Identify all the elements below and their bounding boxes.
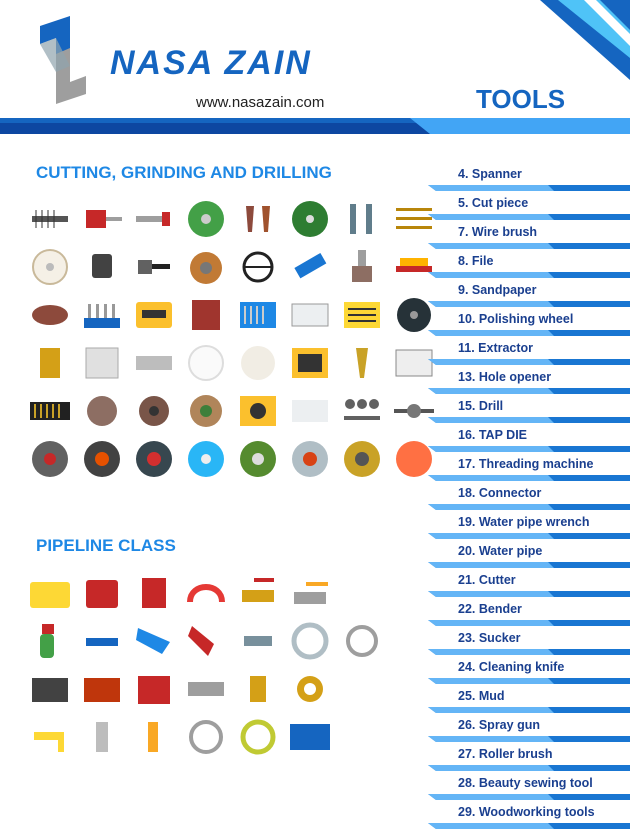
- tool-list-label: 10. Polishing wheel: [458, 312, 574, 326]
- tool-list-item: [428, 626, 630, 655]
- tool-list-item: [428, 278, 630, 307]
- tool-list-item: [428, 568, 630, 597]
- pipe-cutter-icon: [184, 572, 228, 614]
- carving-disc-icon: [80, 438, 124, 480]
- water-tap-icon: [28, 716, 72, 758]
- tool-list-item: [428, 510, 630, 539]
- tool-list-label: 15. Drill: [458, 399, 504, 413]
- flap-disc-icon: [28, 294, 72, 336]
- chrome-tap-icon: [80, 716, 124, 758]
- hose-clamp-steel-icon: [184, 716, 228, 758]
- tool-list-label: 17. Threading machine: [458, 457, 594, 471]
- tool-list-item: [428, 162, 630, 191]
- drill-bit-set-icon: [236, 294, 280, 336]
- garden-hose-icon: [236, 716, 280, 758]
- tool-list-label: 18. Connector: [458, 486, 542, 500]
- tube-cutter-icon: [236, 620, 280, 662]
- tool-list-item: [428, 597, 630, 626]
- tool-list-label: 25. Mud: [458, 689, 505, 703]
- threading-machine-icon: [28, 668, 72, 710]
- spray-bottle-icon: [28, 620, 72, 662]
- burr-set-icon: [80, 294, 124, 336]
- tool-list-label: 19. Water pipe wrench: [458, 515, 590, 529]
- diamond-core-bit-icon: [288, 246, 332, 288]
- wire-wheel-icon: [184, 390, 228, 432]
- drill-chuck-icon: [80, 246, 124, 288]
- wire-brush-icon: [28, 198, 72, 240]
- tool-list-item: [428, 365, 630, 394]
- rotary-tool-kit-icon: [132, 294, 176, 336]
- pvc-cutter-icon: [132, 620, 176, 662]
- chuck-key-icon: [132, 246, 176, 288]
- tool-list-label: 5. Cut piece: [458, 196, 529, 210]
- turbo-diamond-blade-icon: [184, 438, 228, 480]
- tool-list-label: 20. Water pipe: [458, 544, 543, 558]
- green-abrasive-disc-icon: [236, 438, 280, 480]
- tool-list-item: [428, 336, 630, 365]
- section-title-pipeline: PIPELINE CLASS: [36, 536, 176, 555]
- tool-list-label: 8. File: [458, 254, 494, 268]
- tool-list-label: 16. TAP DIE: [458, 428, 528, 442]
- abrasive-brush-icon: [80, 390, 124, 432]
- page-title: TOOLS: [476, 84, 566, 114]
- flap-wheel-icon: [132, 390, 176, 432]
- countersink-icon: [340, 198, 384, 240]
- tool-list-item: [428, 713, 630, 742]
- header-band-divider: [0, 118, 630, 134]
- tool-list-label: 11. Extractor: [458, 341, 534, 355]
- tool-list-label: 23. Sucker: [458, 631, 521, 645]
- pipeline-tools-grid: [28, 572, 384, 764]
- tool-list-item: [428, 655, 630, 684]
- tool-list-label: 29. Woodworking tools: [458, 805, 595, 819]
- die-kit-case-icon: [132, 668, 176, 710]
- hose-clamp-icon: [340, 620, 384, 662]
- tool-list-item: [428, 191, 630, 220]
- water-hose-icon: [288, 620, 332, 662]
- page-header: [0, 0, 630, 135]
- tool-list-label: 7. Wire brush: [458, 225, 538, 239]
- core-drill-icon: [28, 342, 72, 384]
- mounted-points-icon: [236, 198, 280, 240]
- tool-list: [428, 162, 630, 829]
- tool-list-item: [428, 771, 630, 800]
- diamond-burr-set-icon: [28, 390, 72, 432]
- tool-list-label: 27. Roller brush: [458, 747, 553, 761]
- wool-pad-icon: [236, 342, 280, 384]
- threading-machine-red-icon: [80, 668, 124, 710]
- spiral-connector-icon: [132, 716, 176, 758]
- hole-cutter-icon: [236, 246, 280, 288]
- end-brush-icon: [340, 246, 384, 288]
- pipe-welder-kit-icon: [28, 572, 72, 614]
- tool-list-item: [428, 249, 630, 278]
- ball-valve-icon: [288, 572, 332, 614]
- tool-list-label: 4. Spanner: [458, 167, 522, 181]
- brass-valve-icon: [236, 572, 280, 614]
- section-title-cutting: CUTTING, GRINDING AND DRILLING: [36, 163, 332, 182]
- tool-case-red-icon: [80, 572, 124, 614]
- grinding-disc-icon: [184, 198, 228, 240]
- bench-wheel-icon: [28, 246, 72, 288]
- resin-cutting-wheel-icon: [28, 438, 72, 480]
- tool-list-item: [428, 539, 630, 568]
- saw-blade-icon: [288, 438, 332, 480]
- pipe-cutter-red-icon: [184, 620, 228, 662]
- pipe-vise-icon: [132, 572, 176, 614]
- drill-bit-icon: [132, 198, 176, 240]
- file-set-icon: [288, 294, 332, 336]
- hole-saw-icon: [80, 198, 124, 240]
- tool-list-item: [428, 220, 630, 249]
- drill-case-icon: [80, 342, 124, 384]
- nasa-zain-logo-icon: [30, 12, 96, 108]
- tool-list-label: 13. Hole opener: [458, 370, 552, 384]
- screw-extractor-icon: [288, 390, 332, 432]
- tool-list-item: [428, 742, 630, 771]
- brand-name: NASA ZAIN: [110, 44, 312, 82]
- sandpaper-sheet-icon: [184, 294, 228, 336]
- tap-wrench-icon: [236, 390, 280, 432]
- tool-list-item: [428, 307, 630, 336]
- tool-list-item: [428, 423, 630, 452]
- grinding-wheel-red-icon: [132, 438, 176, 480]
- step-drill-icon: [340, 342, 384, 384]
- tool-list-bar: [428, 823, 630, 829]
- pipe-threader-icon: [80, 620, 124, 662]
- tool-list-label: 24. Cleaning knife: [458, 660, 565, 674]
- brass-fitting-icon: [236, 668, 280, 710]
- cutting-tools-grid: [28, 198, 436, 486]
- tool-list-item: [428, 452, 630, 481]
- tool-list-item: [428, 394, 630, 423]
- cup-wire-brush-icon: [184, 246, 228, 288]
- pipe-clamps-icon: [184, 668, 228, 710]
- cutting-disc-icon: [288, 198, 332, 240]
- drill-pack-icon: [340, 294, 384, 336]
- die-set-icon: [340, 390, 384, 432]
- tool-list-item: [428, 684, 630, 713]
- tool-list-item: [428, 481, 630, 510]
- tool-list-label: 9. Sandpaper: [458, 283, 537, 297]
- tool-list-item: [428, 800, 630, 829]
- brass-connector-icon: [288, 668, 332, 710]
- tool-list-label: 21. Cutter: [458, 573, 516, 587]
- polishing-wheel-icon: [184, 342, 228, 384]
- corner-stripes-graphic: [540, 0, 630, 80]
- tool-list-label: 26. Spray gun: [458, 718, 540, 732]
- tool-list-label: 28. Beauty sewing tool: [458, 776, 593, 790]
- tool-list-label: 22. Bender: [458, 602, 522, 616]
- website-link[interactable]: www.nasazain.com: [196, 94, 325, 111]
- tap-set-icon: [288, 342, 332, 384]
- sealant-pack-icon: [288, 716, 332, 758]
- diamond-cup-wheel-icon: [340, 438, 384, 480]
- bit-holder-icon: [132, 342, 176, 384]
